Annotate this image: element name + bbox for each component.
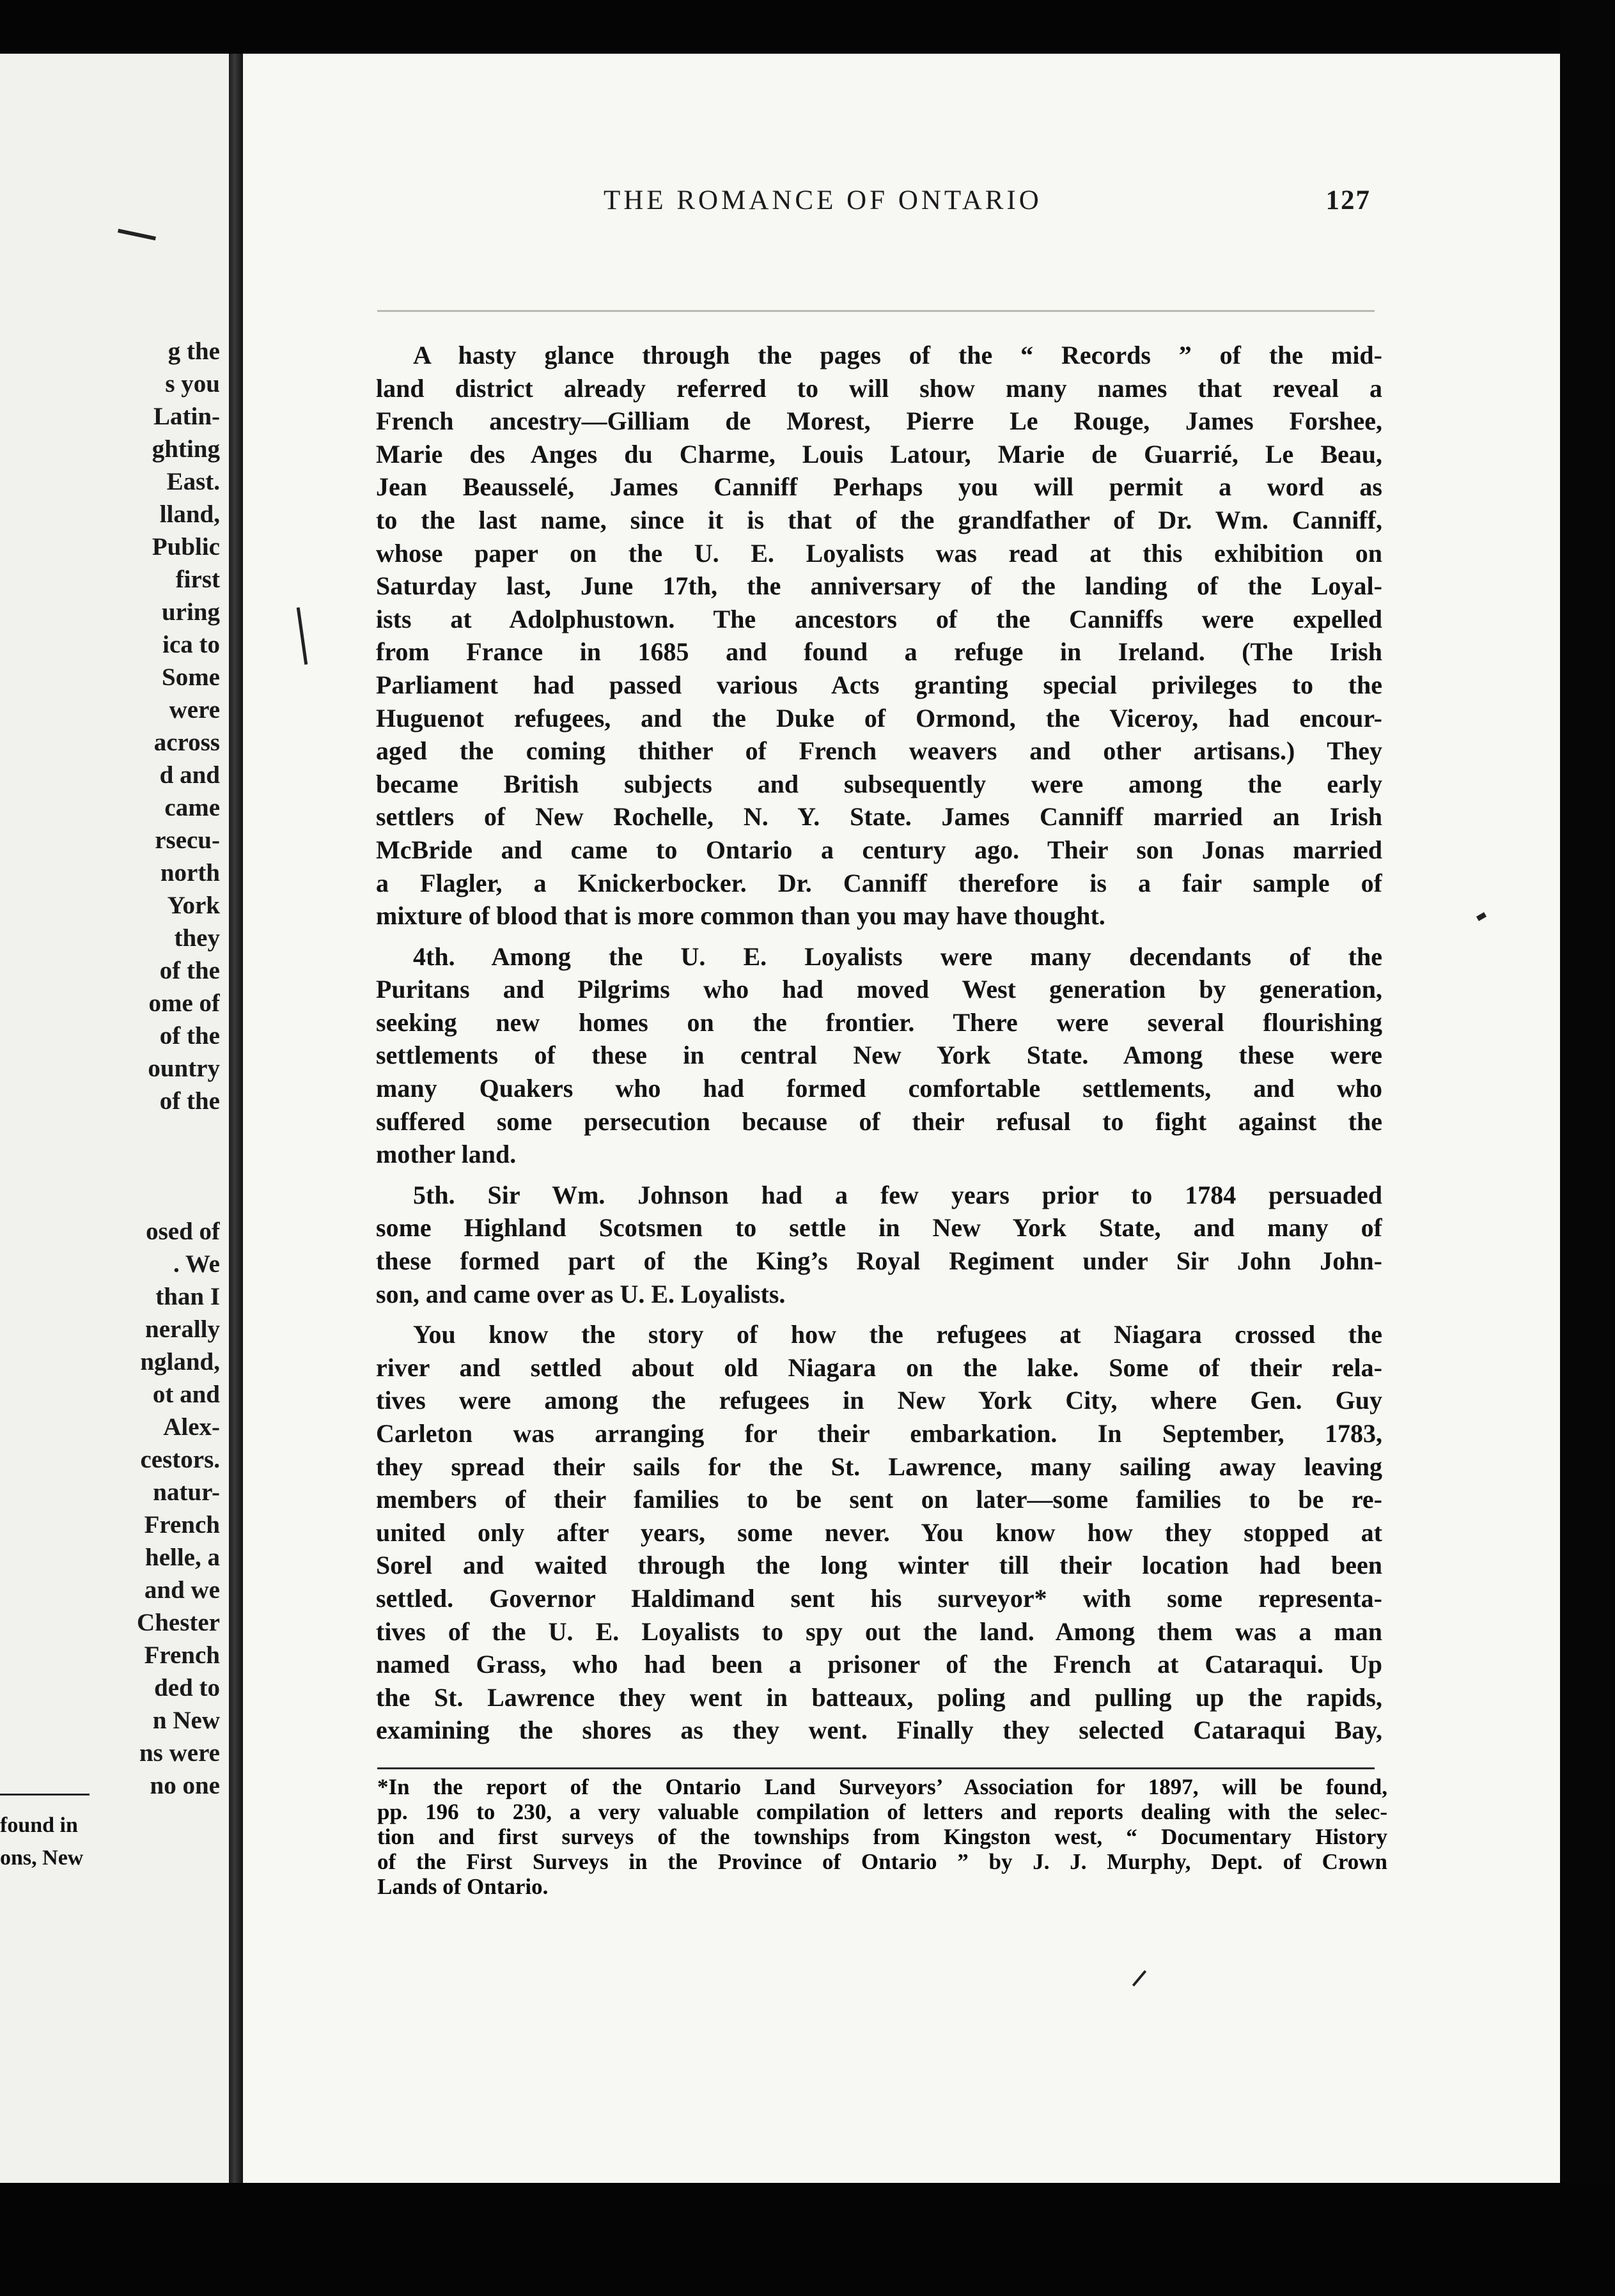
left-fragment-line: across: [153, 729, 220, 756]
left-fragment-line: ded to: [154, 1674, 220, 1702]
left-fragment-line: lland,: [159, 500, 220, 528]
left-fragment-line: ountry: [148, 1055, 220, 1082]
left-fragment-line: Public: [152, 533, 220, 561]
body-line: mixture of blood that is more common than you may have thought.: [376, 901, 1105, 931]
footnote: [377, 1774, 1387, 1899]
left-footnote-rule: [0, 1794, 90, 1796]
body-line: the St. Lawrence they went in batteaux, poling and pulling up the rapids,: [376, 1682, 1382, 1712]
body-line: tives of the U. E. Loyalists to spy out the land. Among them was a man: [376, 1617, 1382, 1646]
body-line: Puritans and Pilgrims who had moved West generation by generation,: [376, 975, 1382, 1004]
page-header: [367, 185, 1371, 223]
left-fragment-line: natur-: [153, 1478, 220, 1506]
body-line: Saturday last, June 17th, the anniversary of the landing of the Loyal-: [376, 571, 1382, 601]
left-fragment-line: helle, a: [145, 1544, 220, 1571]
left-page-text-fragments: [28, 335, 220, 1117]
body-line: became British subjects and subsequently were among the early: [376, 769, 1382, 798]
left-fragment-line: ns were: [139, 1739, 220, 1767]
body-line: tives were among the refugees in New York City, where Gen. Guy: [376, 1386, 1382, 1415]
body-line: united only after years, some never. You know how they stopped at: [376, 1517, 1382, 1547]
left-fragment-line: ica to: [162, 631, 220, 658]
left-fragment-line: uring: [161, 598, 220, 626]
left-page-fragment: [0, 54, 229, 2183]
left-fragment-line: of the: [159, 1022, 220, 1050]
body-line: A hasty glance through the pages of the “ Records ” of the mid-: [413, 341, 1382, 369]
body-line: aged the coming thither of French weavers and other artisans.) They: [376, 736, 1382, 766]
left-fragment-line: ghting: [152, 435, 220, 463]
left-fragment-line: they: [174, 924, 220, 952]
left-fragment-line: Some: [162, 663, 220, 691]
body-line: whose paper on the U. E. Loyalists was read at this exhibition on: [376, 538, 1382, 568]
body-line: from France in 1685 and found a refuge in Ireland. (The Irish: [376, 637, 1382, 667]
body-line: Huguenot refugees, and the Duke of Ormond, the Viceroy, had encour-: [376, 703, 1382, 733]
left-fragment-line: French: [144, 1511, 220, 1539]
body-line: they spread their sails for the St. Lawrence, many sailing away leaving: [376, 1452, 1382, 1481]
body-line: McBride and came to Ontario a century ago. Their son Jonas married: [376, 835, 1382, 864]
scan-border-top: [0, 0, 1615, 54]
left-fragment-line: osed of: [146, 1218, 220, 1245]
body-line: Parliament had passed various Acts granting special privileges to the: [376, 670, 1382, 699]
left-fragment-line: nerally: [145, 1315, 220, 1343]
body-line: these formed part of the King’s Royal Regiment under Sir John John-: [376, 1246, 1382, 1276]
left-fragment-line: s you: [165, 370, 220, 398]
body-line: ists at Adolphustown. The ancestors of the Canniffs were expelled: [376, 604, 1382, 633]
body-line: 5th. Sir Wm. Johnson had a few years prior to 1784 persuaded: [413, 1180, 1382, 1209]
footnote-rule: [377, 1767, 1375, 1769]
body-line: Jean Beausselé, James Canniff Perhaps you will permit a word as: [376, 472, 1382, 502]
body-line: 4th. Among the U. E. Loyalists were many decendants of the: [413, 942, 1382, 971]
left-fragment-line: no one: [150, 1772, 220, 1799]
left-fragment-line: came: [164, 794, 220, 821]
page-number: 127: [1325, 185, 1371, 215]
body-text: [376, 339, 1382, 1747]
body-line: settlers of New Rochelle, N. Y. State. James Canniff married an Irish: [376, 802, 1382, 832]
left-fragment-line: ot and: [152, 1381, 220, 1408]
body-line: Carleton was arranging for their embarkation. In September, 1783,: [376, 1419, 1382, 1448]
left-fragment-line: were: [169, 696, 220, 724]
body-line: river and settled about old Niagara on the lake. Some of their rela-: [376, 1353, 1382, 1382]
body-line: many Quakers who had formed comfortable settlements, and who: [376, 1074, 1382, 1103]
footnote-line: Lands of Ontario.: [377, 1874, 549, 1899]
footnote-line: tion and first surveys of the townships from Kingston west, “ Documentary History: [377, 1824, 1387, 1849]
left-fragment-line: Chester: [137, 1609, 220, 1636]
left-fragment-line: French: [144, 1641, 220, 1669]
body-line: Marie des Anges du Charme, Louis Latour, Marie de Guarrié, Le Beau,: [376, 439, 1382, 469]
scan-border-bottom: [0, 2183, 1615, 2296]
body-line: suffered some persecution because of their refusal to fight against the: [376, 1106, 1382, 1136]
body-line: to the last name, since it is that of the grandfather of Dr. Wm. Canniff,: [376, 505, 1382, 534]
footnote-line: *In the report of the Ontario Land Surveyors’ Association for 1897, will be found,: [377, 1774, 1387, 1799]
footnote-line: of the First Surveys in the Province of Ontario ” by J. J. Murphy, Dept. of Crown: [377, 1849, 1387, 1874]
left-note-line: ons, New: [0, 1846, 84, 1870]
left-fragment-line: than I: [155, 1283, 220, 1310]
body-line: examining the shores as they went. Finally they selected Cataraqui Bay,: [376, 1716, 1382, 1745]
paragraph-gap: [376, 1171, 1382, 1179]
scan-border-right: [1560, 0, 1615, 2296]
paragraph-gap: [376, 1310, 1382, 1318]
left-fragment-line: Alex-: [163, 1413, 220, 1441]
left-fragment-line: York: [167, 892, 220, 919]
body-line: settlements of these in central New York State. Among these were: [376, 1041, 1382, 1070]
body-line: named Grass, who had been a prisoner of the French at Cataraqui. Up: [376, 1650, 1382, 1679]
body-line: You know the story of how the refugees at Niagara crossed the: [413, 1320, 1382, 1349]
body-line: mother land.: [376, 1140, 517, 1169]
book-spine-gutter: [229, 54, 243, 2183]
left-fragment-line: rsecu-: [155, 826, 220, 854]
left-fragment-line: cestors.: [140, 1446, 220, 1473]
left-fragment-line: n New: [152, 1707, 220, 1734]
left-note-line: found in: [0, 1813, 78, 1837]
header-rule: [377, 310, 1375, 312]
body-line: land district already referred to will show many names that reveal a: [376, 373, 1382, 403]
left-fragment-line: north: [160, 859, 220, 887]
left-fragment-line: d and: [159, 761, 220, 789]
body-line: Sorel and waited through the long winter till their location had been: [376, 1551, 1382, 1580]
left-fragment-line: Latin-: [153, 403, 220, 430]
body-line: a Flagler, a Knickerbocker. Dr. Canniff therefore is a fair sample of: [376, 868, 1382, 897]
left-fragment-line: East.: [166, 468, 220, 495]
body-line: son, and came over as U. E. Loyalists.: [376, 1279, 786, 1308]
left-fragment-line: ome of: [148, 989, 220, 1017]
paragraph-gap: [376, 933, 1382, 940]
left-fragment-line: of the: [159, 1087, 220, 1115]
left-fragment-line: and we: [144, 1576, 220, 1604]
left-fragment-line: of the: [159, 957, 220, 984]
running-title: THE ROMANCE OF ONTARIO: [604, 185, 1042, 215]
body-line: members of their families to be sent on later—some families to be re-: [376, 1485, 1382, 1514]
left-fragment-line: g the: [168, 337, 220, 365]
body-line: French ancestry—Gilliam de Morest, Pierre Le Rouge, James Forshee,: [376, 407, 1382, 436]
stray-mark: [118, 229, 156, 240]
left-fragment-line: . We: [173, 1250, 220, 1278]
footnote-line: pp. 196 to 230, a very valuable compilation of letters and reports dealing with the selec-: [377, 1799, 1387, 1824]
left-fragment-line: ngland,: [140, 1348, 220, 1376]
body-line: settled. Governor Haldimand sent his surveyor* with some representa-: [376, 1583, 1382, 1613]
body-line: seeking new homes on the frontier. There were several flourishing: [376, 1007, 1382, 1037]
left-page-text-fragments-lower: [28, 1215, 220, 1802]
left-page-footnote-fragment: [0, 1811, 217, 1877]
body-line: some Highland Scotsmen to settle in New York State, and many of: [376, 1213, 1382, 1243]
left-fragment-line: first: [175, 566, 220, 593]
